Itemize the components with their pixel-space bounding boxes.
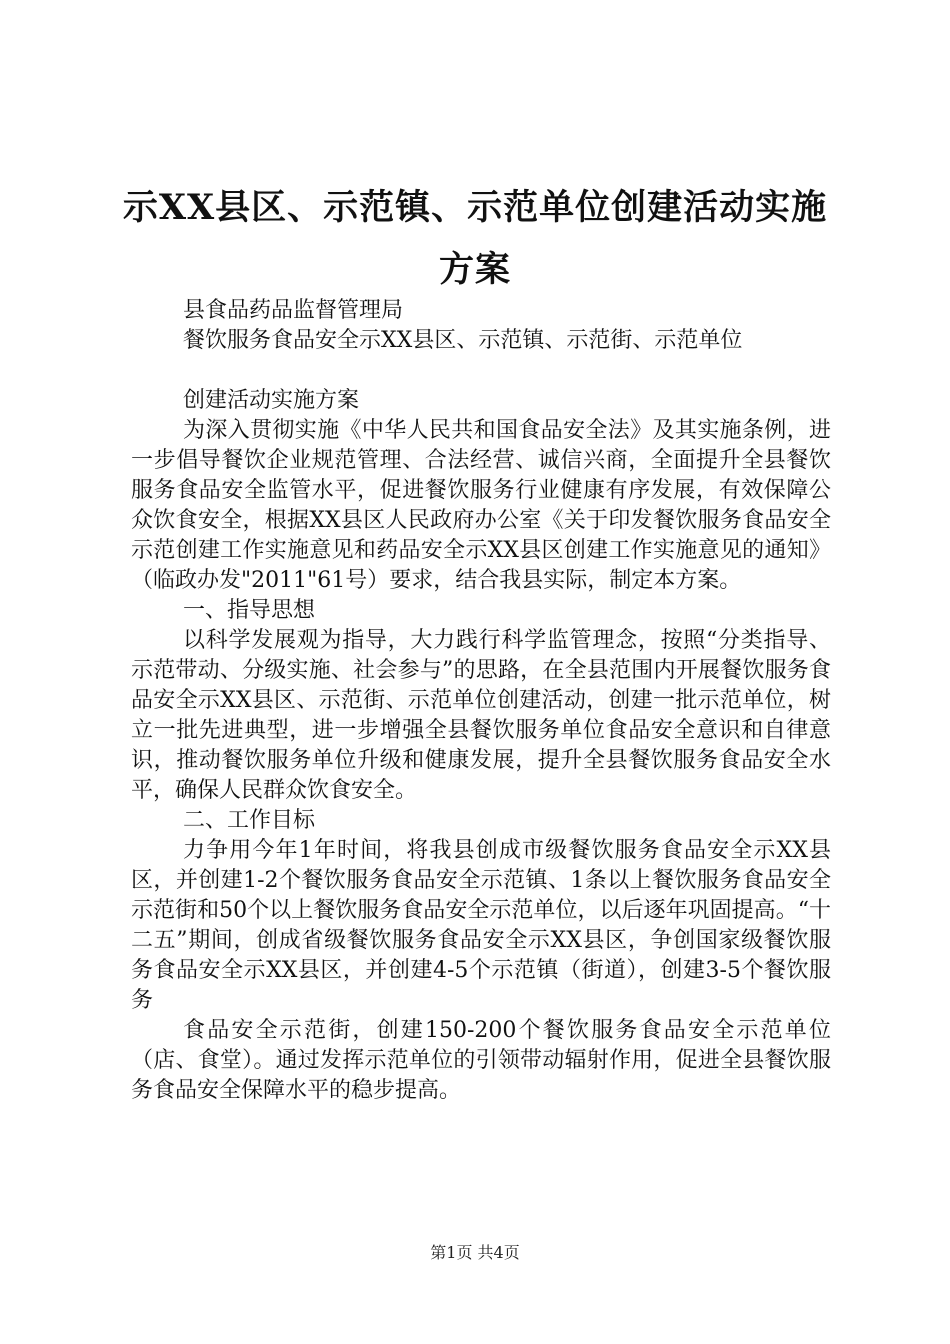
page-number-footer: 第1页 共4页 — [430, 1243, 520, 1262]
section-2-heading: 二、工作目标 — [183, 808, 316, 833]
document-title-line-1: 示XX县区、示范镇、示范单位创建活动实施 — [122, 187, 828, 228]
section-2-paragraph-2: 食品安全示范街，创建150-200个餐饮服务食品安全示范单位（店、食堂）。通过发挥示范单位的引领带动辐射作用，促进全县餐饮服务食品安全保障水平的稳步提高。 — [131, 1018, 831, 1103]
subtitle-line-1: 餐饮服务食品安全示XX县区、示范镇、示范街、示范单位 — [183, 328, 743, 353]
document-body — [131, 296, 831, 1106]
section-1-paragraph: 以科学发展观为指导，大力践行科学监管理念，按照“分类指导、示范带动、分级实施、社会参与”的思路，在全县范围内开展餐饮服务食品安全示XX县区、示范街、示范单位创建活动，创建一批示范单位，树立一批先进典型，进一步增强全县餐饮服务单位食品安全意识和自律意识，推动餐饮服务单位升级和健康发展，提升全县餐饮服务食品安全水平，确保人民群众饮食安全。 — [131, 628, 831, 803]
paragraph-spacer — [131, 356, 831, 386]
document-title-line-2: 方案 — [438, 249, 511, 290]
subtitle-line-2: 创建活动实施方案 — [183, 388, 360, 413]
section-1-heading: 一、指导思想 — [183, 598, 316, 623]
section-2-paragraph-1: 力争用今年1年时间，将我县创成市级餐饮服务食品安全示XX县区，并创建1-2个餐饮服务食品安全示范镇、1条以上餐饮服务食品安全示范街和50个以上餐饮服务食品安全示范单位，以后逐年巩固提高。“十二五”期间，创成省级餐饮服务食品安全示XX县区，争创国家级餐饮服务食品安全示XX县区，并创建4-5个示范镇（街道），创建3-5个餐饮服务 — [131, 838, 831, 1013]
intro-paragraph: 为深入贯彻实施《中华人民共和国食品安全法》及其实施条例，进一步倡导餐饮企业规范管理、合法经营、诚信兴商，全面提升全县餐饮服务食品安全监管水平，促进餐饮服务行业健康有序发展，有效保障公众饮食安全，根据XX县区人民政府办公室《关于印发餐饮服务食品安全示范创建工作实施意见和药品安全示XX县区创建工作实施意见的通知》（临政办发"2011"61号）要求，结合我县实际，制定本方案。 — [131, 418, 831, 593]
issuing-organization: 县食品药品监督管理局 — [183, 298, 404, 323]
